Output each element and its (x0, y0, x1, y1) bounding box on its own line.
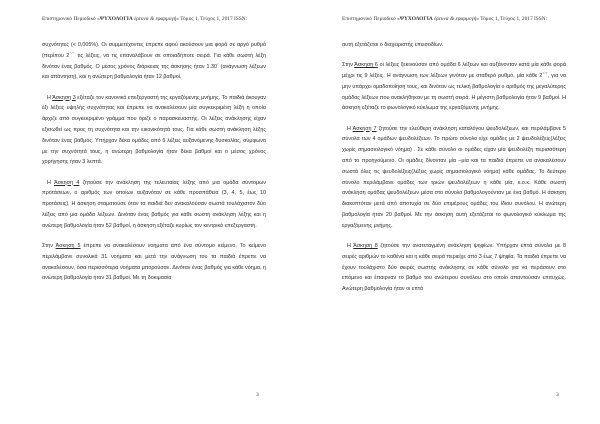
header-subtitle: έρευνα & εφαρμογή (432, 16, 477, 22)
paragraph-lead: Στην (42, 242, 56, 249)
header-suffix: » Τόμος 1, Τεύχος 1, 2017 ISSN: (476, 16, 548, 22)
paragraph (42, 178, 266, 232)
paragraph (42, 40, 266, 83)
paragraph (342, 124, 566, 232)
paragraph-lead: Η (47, 94, 53, 101)
header-suffix: » Τόμος 1, Τεύχος 1, 2017 ISSN: (176, 16, 248, 22)
paragraph (342, 241, 566, 295)
paragraph (342, 60, 566, 114)
paragraph-text: συχνότητες (< 0,005%). Οι συμμετέχοντες έπρεπε αφού ακούσουν μια φορά σε αργό ρυθμό (περίπου 2΄΄΄ τις λέξεις, να τις επαναλάβουν σε οποιαδήποτε σειρά. Για κάθε σωστή λέξη δινόταν ένας βαθμός. Ο μέσος χρόνος διάρκειας της άσκησης ήταν 1.30΄ (ανάγνωση λέξεων και απάντηση), και η ανώτερη βαθμολογία ήταν 12 βαθμοί. (42, 42, 266, 81)
page-number: 3 (256, 392, 259, 398)
exercise-label: Άσκηση 3 (52, 94, 76, 101)
header-subtitle: έρευνα & εφαρμογή (132, 16, 177, 22)
paragraph-lead: Η (347, 242, 354, 249)
running-header (342, 16, 547, 22)
body-column (342, 40, 566, 304)
right-page (300, 0, 600, 424)
paragraph (42, 93, 266, 169)
page-number: 3 (556, 392, 559, 398)
header-journal: ΨΥΧΟΛΟΓΙΑ (399, 16, 433, 22)
paragraph-text: οι λέξεις ξεκινούσαν από ομάδα 6 λέξεων και αυξάνονταν κατά μία κάθε φορά μέχρι τις 9 λέξεις. Η ανάγνωση των λέξεων γινόταν με σταθερό ρυθμό, μία κάθε 2΄΄΄, για να μην υπάρχει ομαδοποίηση τους, και δινόταν ως τελική βαθμολογία ο αριθμός της μεγαλύτερης ομάδας λέξεων που ανακλήθηκαν με τη σωστή σειρά. Η μέγιστη βαθμολογία ήταν 9 βαθμοί. Η άσκηση εξέταζε το φωνολογικό κύκλωμα της εργαζόμενης μνήμης. (342, 62, 566, 112)
paragraph-lead: Η (347, 125, 353, 132)
paragraph-text: ζητούσε την ανάκληση της τελευταίας λέξης από μια ομάδα σύντομων προτάσεων, ο αριθμός των οποίων αυξανόταν σε κάθε προσπάθεια (3, 4, 5, έως 10 προτάσεις). Η άσκηση σταματούσε όταν τα παιδιά δεν ανακαλούσαν σωστά τουλάχιστον δύο λέξεις από μια ομάδα λέξεων. Δινόταν ένας βαθμός για κάθε σωστή ανάκληση λέξης και η ανώτερη βαθμολογία ήταν 52 βαθμοί, η άσκηση εξέταζε κυρίως τον κεντρικό επεξεργαστή. (42, 179, 266, 229)
paragraph (342, 40, 566, 51)
header-prefix: Επιστημονικό Περιοδικό « (342, 16, 400, 22)
exercise-label: Άσκηση 5 (55, 242, 81, 249)
paragraph-text: εξέταζε τον κανονικό επεξεργαστή της εργαζόμενης μνήμης. Το παιδιά άκουγαν έξι λέξεις υψηλής συχνότητας και έπρεπε να ανακαλέσουν μία συγκεκριμένη λέξη η οποία άρχιζε από συγκεκριμένο γράμμα που όριζε ο παρασκευαστής. Οι λέξεις ανάκλησης είχαν εξισωθεί ως προς τη συχνότητα και την εικονικότητά τους. Για κάθε σωστή ανάκληση λέξης δινόταν ένας βαθμός. Υπήρχαν δέκα ομάδες από 6 λέξεις αυξανόμενης δυσκολίας, σύμφωνα με την συχνότητά τους, η ανώτερη βαθμολογία ήταν δέκα βαθμοί και ο μέσος χρόνος χορήγησης ήταν 3 λεπτά. (42, 94, 266, 166)
exercise-label: Άσκηση 4 (54, 179, 80, 186)
paragraph-lead: Η (47, 179, 54, 186)
body-column (42, 40, 266, 294)
paragraph-text: έπρεπε να ανακαλέσουν νοήματα από ένα σύντομο κείμενο. Το κείμενο περιλάμβανε συνολικά 31 νοήματα και μετά την ανάγνωση του τα παιδιά έπρεπε να ανακαλέσουν, όσα περισσότερα νοήματα μπορούσαν. Δινόταν ένας βαθμός για κάθε νόημα, η ανώτερη βαθμολογία ήταν 31 βαθμοί. Με τη δοκιμασία (42, 242, 266, 282)
exercise-label: Άσκηση 6 (354, 62, 378, 69)
running-header (42, 16, 247, 22)
exercise-label: Άσκηση 8 (353, 242, 378, 249)
header-prefix: Επιστημονικό Περιοδικό « (42, 16, 100, 22)
header-journal: ΨΥΧΟΛΟΓΙΑ (99, 16, 133, 22)
paragraph (42, 241, 266, 284)
exercise-label: Άσκηση 7 (352, 125, 377, 132)
paragraph-text: ζητούσε την ανατεταγμένη ανάκληση ψηφίων. Υπήρχαν επτά σύνολα με 8 σειρές αριθμών το καθένα και η κάθε σειρά περιείχε από 3 έως 7 ψηφία. Τα παιδιά έπρεπε να έχουν τουλάχιστο δύο σειρές σωστής ανάκλησης σε κάθε σύνολο για να περάσουν στο επόμενο και έπαιρναν το βαθμό του ανώτερου συνόλου στο οποίο απαντούσαν επιτυχώς. Ανώτερη βαθμολογία ήταν οι επτά (342, 242, 566, 293)
paragraph-text: ζητούσε την ελεύθερη ανάκληση καταλόγου ψευδολέξεων, και περιλάμβανε 5 σύνολα των 4 ομάδων ψευδολέξεων. Το πρώτο σύνολο είχε ομάδες με 2 ψευδολέξεις(λέξεις χωρίς σημασιολογικό νόημα) . Σε κάθε σύνολο οι ομάδες είχαν μία ψευδολέξη περισσότερη από το προηγούμενο. Οι ομάδες δίνονταν μία –μία και τα παιδιά έπρεπε να ανακαλέσουν σωστά όλες τις ψευδολέξεις(λέξεις χωρίς σημασιολογικό νόημα) κάθε ομάδας. Το δεύτερο σύνολο περιλάμβανε ομάδες των τριών ψευδολέξεων η κάθε μία, κ.ο.κ. Κάθε σωστή ανάκληση ομάδας ψευδολέξεων μέσα στο σύνολο βαθμολογούνταν με ένα βαθμό. Η άσκηση διακοπτόταν μετά από αποτυχία σε δύο επιμέρους ομάδες του ίδιου συνόλου. Η ανώτερη βαθμολογία ήταν 20 βαθμοί. Με την άσκηση αυτή εξετάζεται το φωνολογικό κύκλωμα της εργαζόμενης μνήμης. (342, 125, 567, 229)
paragraph-text: αυτή εξετάζεται ο διαχειριστής επεισοδίων. (342, 42, 444, 48)
paragraph-lead: Στην (342, 62, 355, 69)
